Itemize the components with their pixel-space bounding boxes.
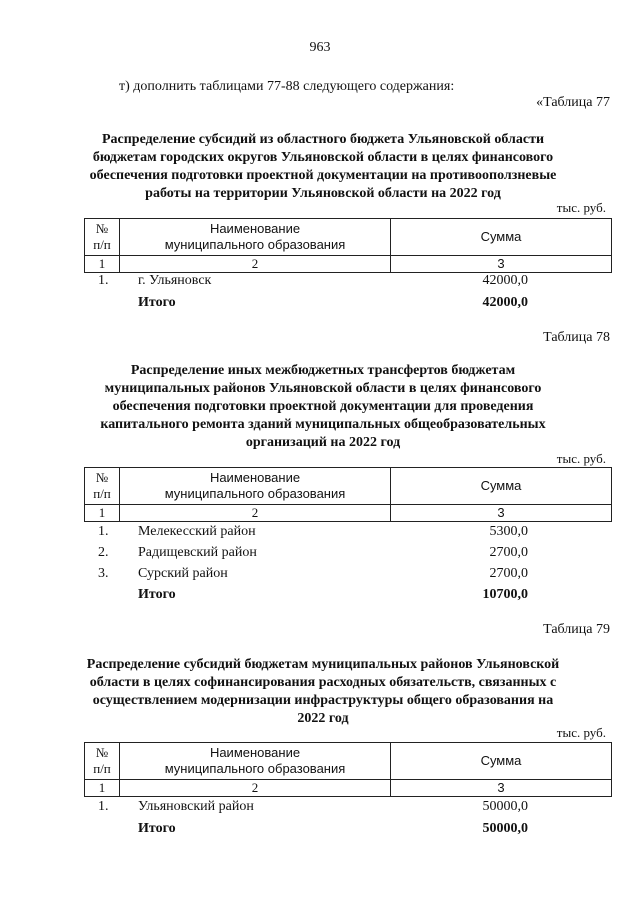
row-sum: 5300,0 [489,524,528,539]
row-number: 1. [98,273,109,288]
header-col-3: 3 [391,780,612,797]
row-number: 1. [98,524,109,539]
row-name: г. Ульяновск [138,273,212,288]
total-label: Итого [138,821,176,836]
row-sum: 2700,0 [489,566,528,581]
header-col-2: 2 [120,505,391,522]
row-number: 2. [98,545,109,560]
header-name: Наименование муниципального образования [120,468,391,505]
row-name: Сурский район [138,566,228,581]
table-79-unit: тыс. руб. [556,725,606,740]
table-78-title: Распределение иных межбюджетных трансфертов бюджетам муниципальных районов Ульяновской области в целях финансового обеспечения подготовки проектной документации для проведения капитального ремонта зданий муниципальных общеобразовательных организаций на 2022 год [100,363,546,450]
table-78-header [84,467,612,522]
table-77-title: Распределение субсидий из областного бюджета Ульяновской области бюджетам городских округов Ульяновской области в целях финансового обеспечения подготовки проектной документации на противооползневые работы на территории Ульяновской области на 2022 год [89,132,557,201]
row-number: 1. [98,799,109,814]
header-col-3: 3 [391,256,612,273]
table-row [84,566,612,586]
table-77-header [84,218,612,273]
row-number: 3. [98,566,109,581]
header-col-2: 2 [120,780,391,797]
header-col-1: 1 [85,256,120,273]
total-sum: 42000,0 [482,295,528,310]
table-79-header [84,742,612,797]
header-name: Наименование муниципального образования [120,219,391,256]
row-sum: 2700,0 [489,545,528,560]
header-name: Наименование муниципального образования [120,743,391,780]
header-num: № п/п [85,219,120,256]
table-row [84,273,612,293]
header-sum: Сумма [391,743,612,780]
table-row [84,799,612,819]
header-col-3: 3 [391,505,612,522]
header-sum: Сумма [391,219,612,256]
header-num: № п/п [85,743,120,780]
total-label: Итого [138,295,176,310]
table-77-unit: тыс. руб. [556,200,606,215]
total-sum: 10700,0 [482,587,528,602]
table-row [84,545,612,565]
total-label: Итого [138,587,176,602]
table-77-label: «Таблица 77 [536,95,610,110]
page-number: 963 [309,40,331,55]
header-sum: Сумма [391,468,612,505]
table-row [84,524,612,544]
table-total-row [84,295,612,315]
row-sum: 42000,0 [482,273,528,288]
header-col-1: 1 [85,505,120,522]
table-78-unit: тыс. руб. [556,451,606,466]
table-total-row [84,821,612,841]
row-sum: 50000,0 [482,799,528,814]
header-col-2: 2 [120,256,391,273]
header-num: № п/п [85,468,120,505]
total-sum: 50000,0 [482,821,528,836]
table-total-row [84,587,612,607]
row-name: Мелекесский район [138,524,256,539]
table-79-label: Таблица 79 [543,622,610,637]
table-79-title: Распределение субсидий бюджетам муниципальных районов Ульяновской области в целях софинансирования расходных обязательств, связанных с осуществлением модернизации инфраструктуры общего образования на 2022 год [86,657,560,726]
intro-text: т) дополнить таблицами 77-88 следующего содержания: [119,79,455,94]
row-name: Ульяновский район [138,799,254,814]
row-name: Радищевский район [138,545,257,560]
header-col-1: 1 [85,780,120,797]
table-78-label: Таблица 78 [543,330,610,345]
